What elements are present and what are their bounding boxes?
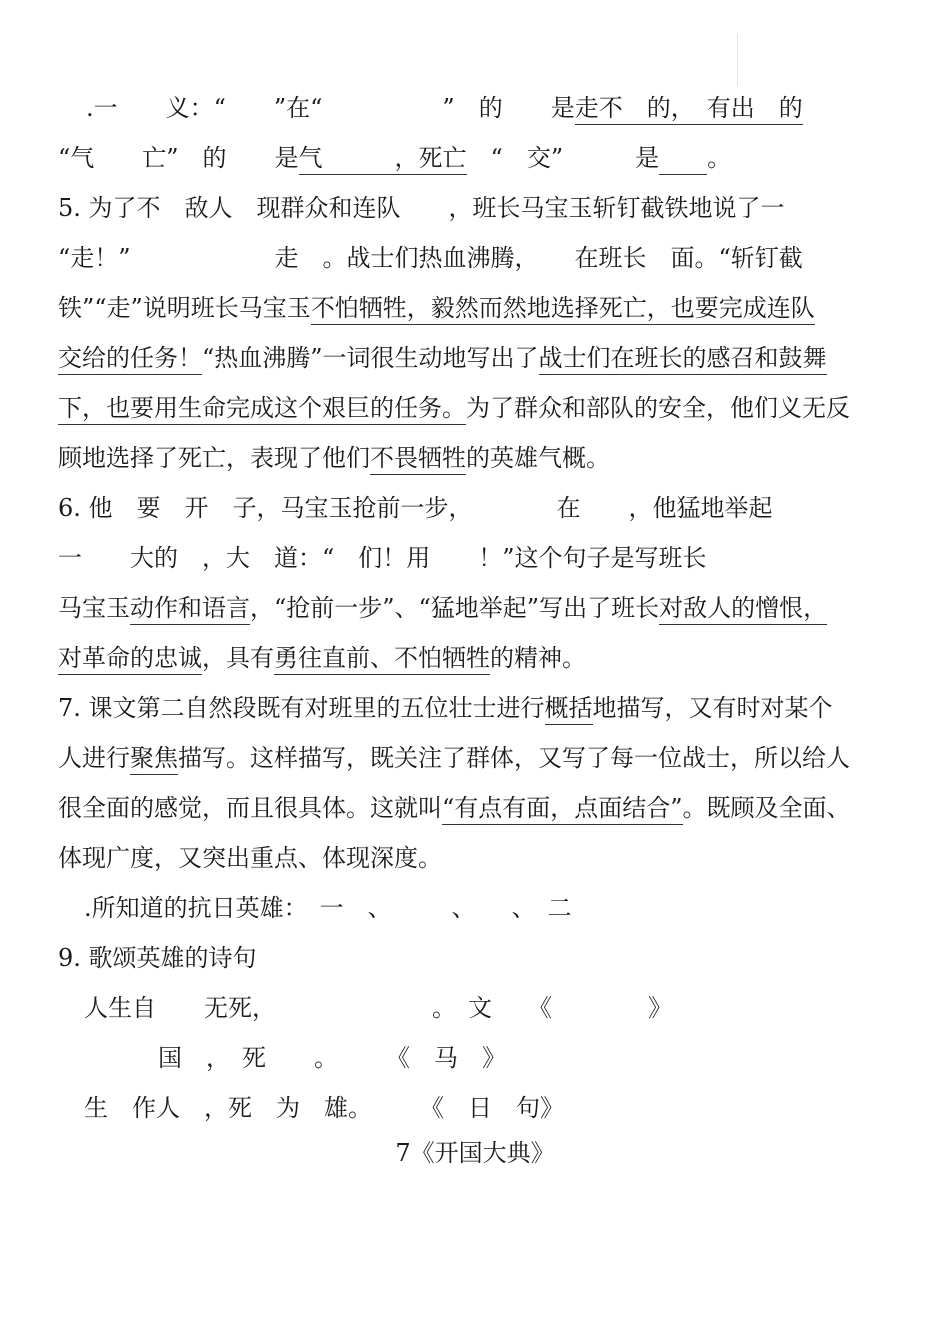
text-segment: 的英雄气概。 — [466, 444, 610, 472]
text-line — [58, 592, 827, 624]
answer-text: 走不 的， 有出 的 — [575, 94, 803, 125]
text-segment: 马宝玉 — [58, 594, 130, 622]
answer-text: 动作和语言 — [130, 594, 250, 625]
answer-text: 不怕牺牲，毅然而然地选择死亡，也要完成连队 — [311, 294, 815, 325]
section-title: 7《开国大典》 — [395, 1139, 555, 1167]
text-line — [58, 692, 833, 724]
text-segment: ，“抢前一步”、“猛地举起”写出了班长 — [250, 594, 660, 622]
text-segment: 描写。这样描写，既关注了群体，又写了每一位战士，所以给人 — [178, 744, 850, 772]
text-line — [58, 192, 785, 224]
text-line — [86, 92, 803, 124]
text-segment: 顾地选择了死亡，表现了他们 — [58, 444, 370, 472]
answer-text: 对革命的忠诚 — [58, 644, 202, 675]
text-segment: 生 作人 ，死 为 雄。 《 日 句》 — [84, 1094, 564, 1122]
text-line — [158, 1042, 506, 1074]
text-segment: 的精神。 — [490, 644, 586, 672]
answer-text: 气 ，死亡 — [299, 144, 467, 175]
answer-text: 概括 — [545, 694, 593, 725]
text-line — [84, 1092, 564, 1124]
text-segment: 7. 课文第二自然段既有对班里的五位壮士进行 — [58, 694, 545, 722]
text-line — [58, 492, 773, 524]
answer-text: 下，也要用生命完成这个艰巨的任务。 — [58, 394, 466, 425]
text-segment: 9. 歌颂英雄的诗句 — [58, 944, 257, 972]
answer-text — [659, 144, 707, 175]
answer-text: 聚焦 — [130, 744, 178, 775]
text-segment: .一 义：“ ”在“ ” 的 是 — [86, 94, 575, 122]
text-line — [84, 892, 572, 924]
text-segment: 6. 他 要 开 子，马宝玉抢前一步， 在 ，他猛地举起 — [58, 494, 773, 522]
text-segment: ，具有 — [202, 644, 274, 672]
text-segment: 人进行 — [58, 744, 130, 772]
text-segment: “走！” 走 。战士们热血沸腾， 在班长 面。“斩钉截 — [58, 244, 803, 272]
text-line — [58, 392, 850, 424]
answer-text: 交给的任务！ — [58, 344, 202, 375]
text-segment: “ 交” 是 — [466, 144, 660, 172]
text-line — [58, 642, 586, 674]
text-segment: “气 亡” 的 是 — [58, 144, 299, 172]
text-line — [58, 842, 442, 874]
text-segment: 一 大的 ，大 道：“ 们！用 ！”这个句子是写班长 — [58, 544, 707, 572]
text-line — [58, 142, 731, 174]
text-segment: “热血沸腾”一词很生动地写出了 — [202, 344, 539, 372]
answer-text: 战士们在班长的感召和鼓舞 — [539, 344, 827, 375]
text-line — [58, 742, 850, 774]
text-line — [58, 342, 827, 374]
text-segment: 为了群众和部队的安全，他们义无反 — [466, 394, 850, 422]
text-line — [58, 792, 851, 824]
answer-text: 对敌人的憎恨， — [659, 594, 827, 625]
text-segment: 5. 为了不 敌人 现群众和连队 ，班长马宝玉斩钉截铁地说了一 — [58, 194, 785, 222]
text-line — [58, 292, 815, 324]
text-segment: 国 ， 死 。 《 马 》 — [158, 1044, 506, 1072]
text-segment: 人生自 无死， 。 文 《 》 — [84, 994, 672, 1022]
scan-mark — [737, 34, 738, 86]
text-segment: 。 — [707, 144, 732, 172]
text-line — [58, 242, 803, 274]
text-line — [58, 542, 707, 574]
answer-text: “有点有面，点面结合” — [442, 794, 683, 825]
answer-text: 勇往直前、不怕牺牲 — [274, 644, 490, 675]
text-segment: 体现广度，又突出重点、体现深度。 — [58, 844, 442, 872]
text-segment: 很全面的感觉，而且很具体。这就叫 — [58, 794, 442, 822]
text-segment: 铁”“走”说明班长马宝玉 — [58, 294, 311, 322]
text-line — [58, 942, 257, 974]
text-segment: 。既顾及全面、 — [682, 794, 851, 822]
text-segment: .所知道的抗日英雄： 一 、 、 、 二 — [84, 894, 572, 922]
text-line — [84, 992, 672, 1024]
text-segment: 地描写，又有时对某个 — [592, 694, 833, 722]
answer-text: 不畏牺牲 — [370, 444, 466, 475]
text-line — [58, 442, 610, 474]
